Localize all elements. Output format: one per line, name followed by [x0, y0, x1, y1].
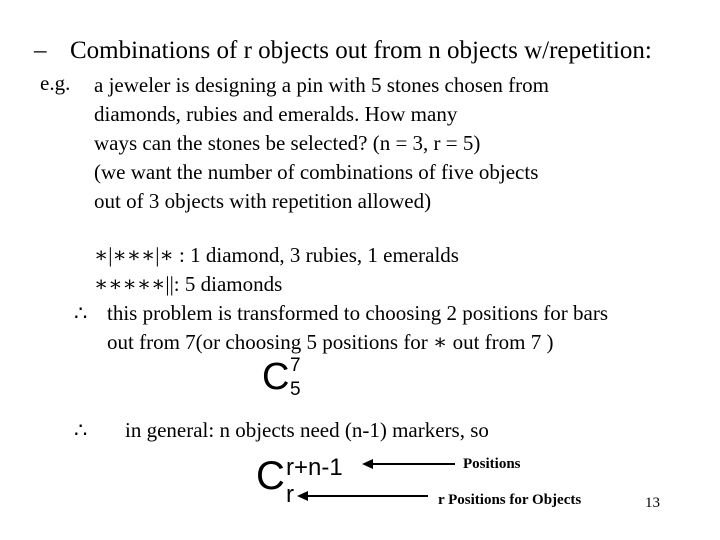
bullet-dash: – — [34, 37, 47, 64]
example-paragraph — [94, 71, 549, 216]
slide-heading: Combinations of r objects out from n objects w/repetition: — [70, 37, 652, 64]
therefore-line-2: out from 7(or choosing 5 positions for ∗ out from 7 ) — [107, 330, 554, 354]
formula-c-general — [256, 452, 366, 512]
example-line: diamonds, rubies and emeralds. How many — [94, 102, 458, 126]
eg-label: e.g. — [40, 71, 71, 95]
therefore-general: in general: n objects need (n-1) markers, so — [125, 418, 489, 442]
example-line: a jeweler is designing a pin with 5 stones chosen from — [94, 73, 549, 97]
formula-subscript: 5 — [290, 379, 301, 400]
annotation-objects: r Positions for Objects — [438, 492, 582, 508]
pattern-example-1: ∗|∗∗∗|∗ : 1 diamond, 3 rubies, 1 emeralds — [94, 243, 459, 267]
formula-base: C — [256, 454, 285, 498]
formula-c-7-5 — [262, 356, 322, 406]
arrow-left-icon — [297, 491, 308, 501]
arrow-left-icon — [362, 459, 373, 469]
formula-subscript: r — [286, 481, 294, 508]
example-line: (we want the number of combinations of five objects — [94, 160, 539, 184]
pattern-example-2: ∗∗∗∗∗||: 5 diamonds — [94, 272, 283, 296]
formula-base: C — [262, 356, 290, 398]
page-number: 13 — [645, 495, 660, 511]
formula-superscript: 7 — [290, 355, 301, 376]
annotation-positions: Positions — [463, 456, 521, 472]
arrow-objects-line — [305, 495, 428, 497]
therefore-line-1: this problem is transformed to choosing 2 positions for bars — [107, 301, 609, 325]
example-line: out of 3 objects with repetition allowed) — [94, 189, 432, 213]
therefore-symbol: ∴ — [74, 418, 88, 442]
formula-superscript: r+n-1 — [286, 454, 343, 481]
example-line: ways can the stones be selected? (n = 3, r = 5) — [94, 131, 481, 155]
therefore-symbol: ∴ — [74, 301, 88, 325]
arrow-positions-line — [370, 463, 455, 465]
